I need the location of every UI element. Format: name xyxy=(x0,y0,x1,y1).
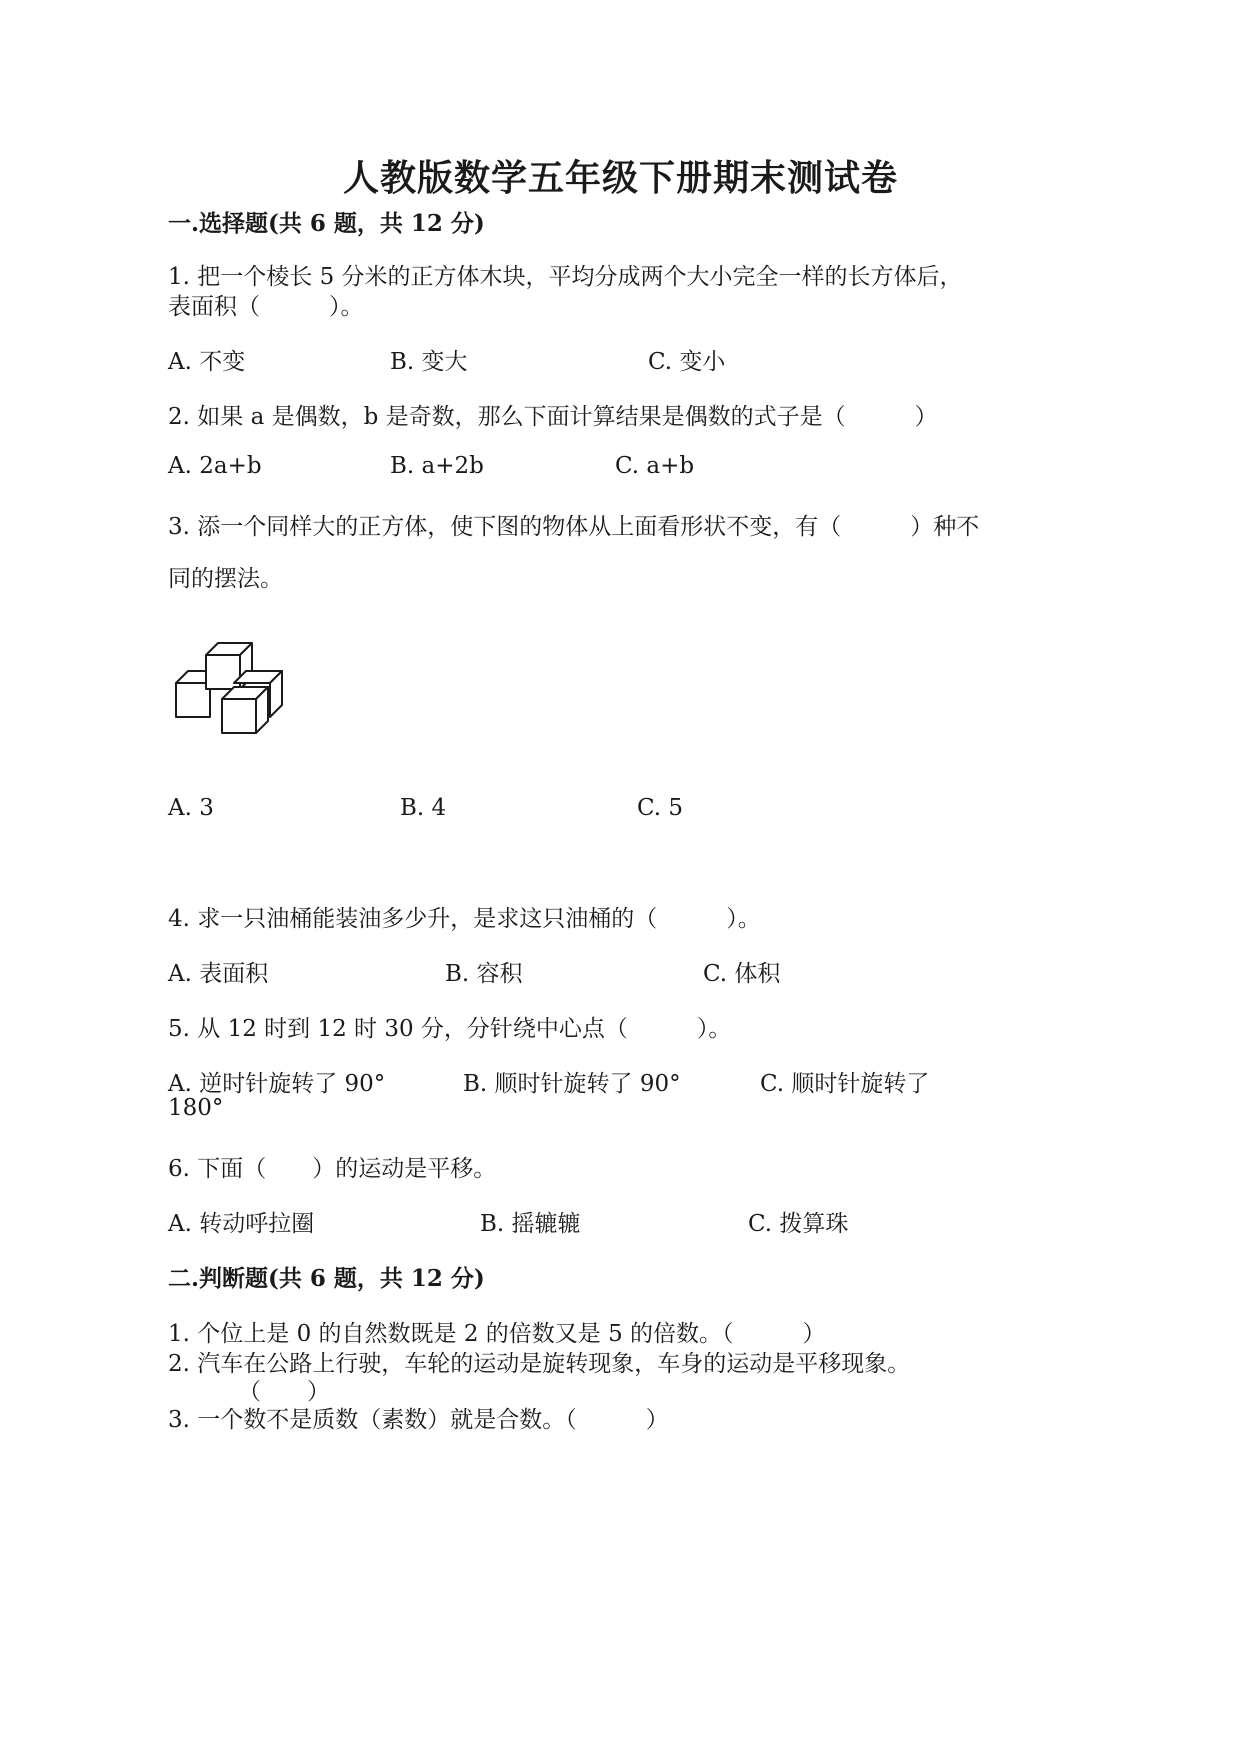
question-3-option-c: C. 5 xyxy=(637,795,684,821)
question-5-option-a: A. 逆时针旋转了 90° xyxy=(168,1071,386,1097)
question-6-option-a: A. 转动呼拉圈 xyxy=(168,1211,315,1237)
question-4-option-c: C. 体积 xyxy=(703,961,781,987)
question-5-option-c-continued: 180° xyxy=(168,1095,224,1121)
question-5-option-c: C. 顺时针旋转了 xyxy=(760,1071,930,1097)
question-2-line-1: 2. 如果 a 是偶数，b 是奇数，那么下面计算结果是偶数的式子是（ ） xyxy=(168,404,938,430)
section-heading-judgement: 二.判断题(共 6 题，共 12 分) xyxy=(168,1265,485,1292)
question-2-option-a: A. 2a+b xyxy=(168,453,262,479)
question-4-option-a: A. 表面积 xyxy=(168,961,269,987)
question-1-option-b: B. 变大 xyxy=(390,349,468,375)
page-title: 人教版数学五年级下册期末测试卷 xyxy=(342,157,898,199)
judgement-2-line-2: （ ） xyxy=(238,1379,330,1405)
question-3-line-2: 同的摆法。 xyxy=(168,566,283,592)
section-heading-choice: 一.选择题(共 6 题，共 12 分) xyxy=(168,210,485,237)
judgement-3-line-1: 3. 一个数不是质数（素数）就是合数。（ ） xyxy=(168,1407,669,1433)
question-3-option-a: A. 3 xyxy=(168,795,214,821)
judgement-2-line-1: 2. 汽车在公路上行驶，车轮的运动是旋转现象，车身的运动是平移现象。 xyxy=(168,1351,911,1377)
question-6-option-b: B. 摇辘辘 xyxy=(480,1211,581,1237)
question-1-option-a: A. 不变 xyxy=(168,349,246,375)
question-2-option-b: B. a+2b xyxy=(390,453,484,479)
question-4-line-1: 4. 求一只油桶能装油多少升，是求这只油桶的（ ）。 xyxy=(168,906,761,932)
question-6-line-1: 6. 下面（ ）的运动是平移。 xyxy=(168,1156,497,1182)
question-1-line-2: 表面积（ ）。 xyxy=(168,294,364,320)
question-3-option-b: B. 4 xyxy=(400,795,447,821)
question-4-option-b: B. 容积 xyxy=(445,961,523,987)
question-5-line-1: 5. 从 12 时到 12 时 30 分，分针绕中心点（ ）。 xyxy=(168,1016,732,1042)
cube-stack-figure-icon xyxy=(168,635,293,740)
question-1-line-1: 1. 把一个棱长 5 分米的正方体木块，平均分成两个大小完全一样的长方体后， xyxy=(168,264,963,290)
question-1-option-c: C. 变小 xyxy=(648,349,726,375)
question-6-option-c: C. 拨算珠 xyxy=(748,1211,849,1237)
question-2-option-c: C. a+b xyxy=(615,453,695,479)
question-3-line-1: 3. 添一个同样大的正方体，使下图的物体从上面看形状不变，有（ ）种不 xyxy=(168,514,980,540)
judgement-1-line-1: 1. 个位上是 0 的自然数既是 2 的倍数又是 5 的倍数。（ ） xyxy=(168,1321,826,1347)
question-5-option-b: B. 顺时针旋转了 90° xyxy=(463,1071,681,1097)
